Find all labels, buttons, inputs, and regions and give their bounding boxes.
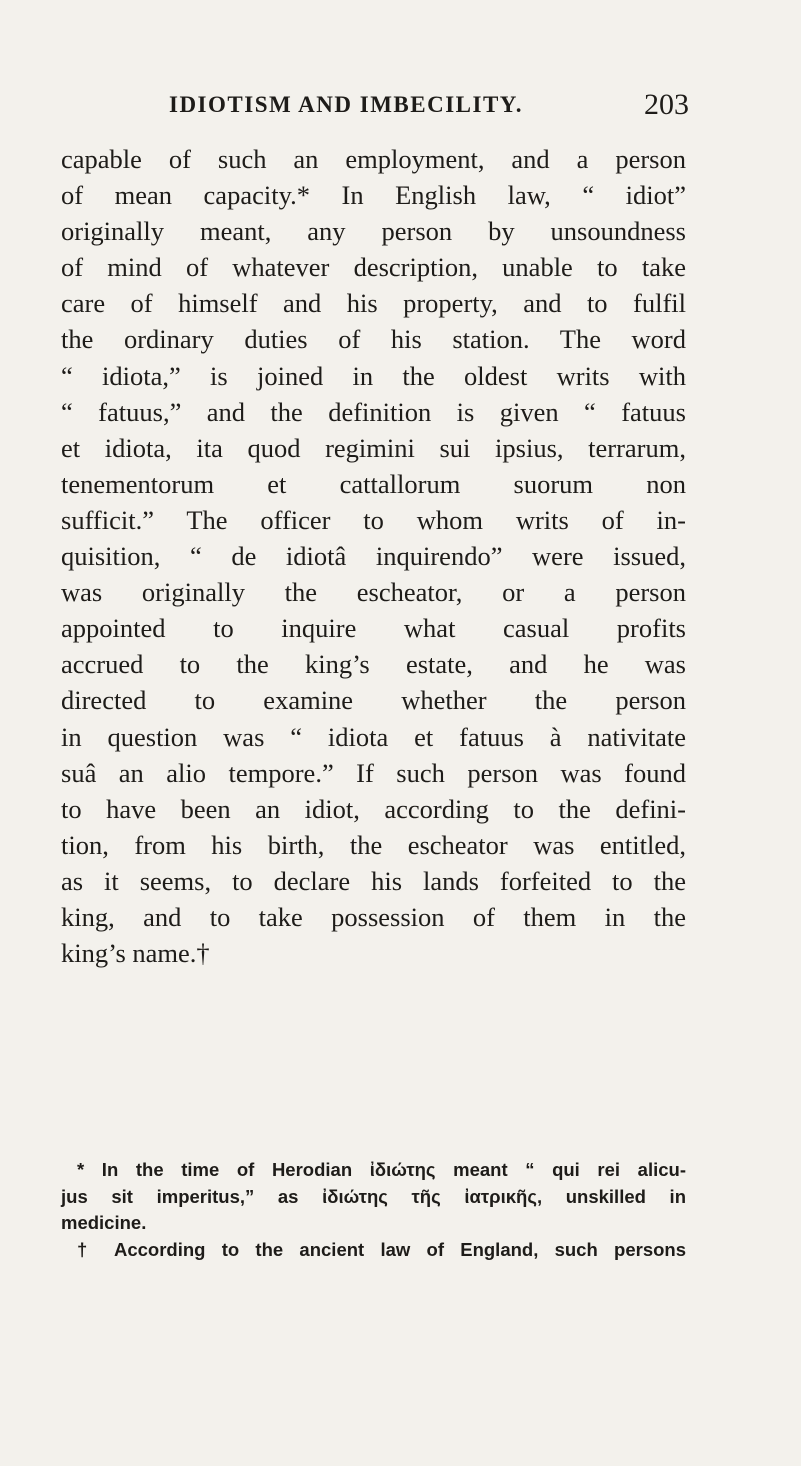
body-line: appointed to inquire what casual profits bbox=[61, 613, 686, 644]
body-line: the ordinary duties of his station. The word bbox=[61, 324, 686, 355]
body-line: “ fatuus,” and the definition is given “ fatuus bbox=[61, 396, 686, 427]
body-line: king’s name.† bbox=[61, 938, 210, 969]
body-line: et idiota, ita quod regimini sui ipsius, terrarum, bbox=[61, 432, 686, 463]
body-line: care of himself and his property, and to fulfil bbox=[61, 288, 686, 319]
body-line: quisition, “ de idiotâ inquirendo” were issued, bbox=[61, 541, 686, 572]
body-line: to have been an idiot, according to the defini- bbox=[61, 793, 686, 824]
body-line: capable of such an employment, and a person bbox=[61, 144, 686, 174]
body-line: originally meant, any person by unsoundness bbox=[61, 216, 686, 247]
body-text bbox=[61, 141, 686, 971]
body-line: in question was “ idiota et fatuus à nativitate bbox=[61, 721, 686, 752]
page-number: 203 bbox=[644, 88, 689, 121]
body-line: directed to examine whether the person bbox=[61, 685, 686, 716]
body-line: “ idiota,” is joined in the oldest writs with bbox=[61, 360, 686, 391]
footnotes bbox=[61, 1157, 686, 1263]
body-line: was originally the escheator, or a person bbox=[61, 577, 686, 608]
body-line: tenementorum et cattallorum suorum non bbox=[61, 468, 686, 499]
running-head-title: IDIOTISM AND IMBECILITY. bbox=[169, 92, 524, 117]
body-line: tion, from his birth, the escheator was entitled, bbox=[61, 829, 686, 860]
body-line: of mean capacity.* In English law, “ idiot” bbox=[61, 180, 686, 211]
body-line: accrued to the king’s estate, and he was bbox=[61, 649, 686, 680]
body-line: of mind of whatever description, unable to take bbox=[61, 252, 686, 283]
body-line: king, and to take possession of them in the bbox=[61, 901, 686, 932]
footnote-line: † According to the ancient law of England, such persons bbox=[77, 1238, 686, 1260]
footnote-line: medicine. bbox=[61, 1212, 147, 1233]
running-head bbox=[169, 88, 689, 124]
footnote-line: * In the time of Herodian ἰδιώτης meant “ qui rei alicu- bbox=[77, 1159, 686, 1180]
body-line: sufficit.” The officer to whom writs of in- bbox=[61, 504, 686, 535]
footnote-line: jus sit imperitus,” as ἰδιώτης τῆς ἰατρικῆς, unskilled in bbox=[61, 1185, 686, 1207]
body-line: as it seems, to declare his lands forfeited to the bbox=[61, 865, 686, 896]
body-line: suâ an alio tempore.” If such person was found bbox=[61, 757, 686, 788]
